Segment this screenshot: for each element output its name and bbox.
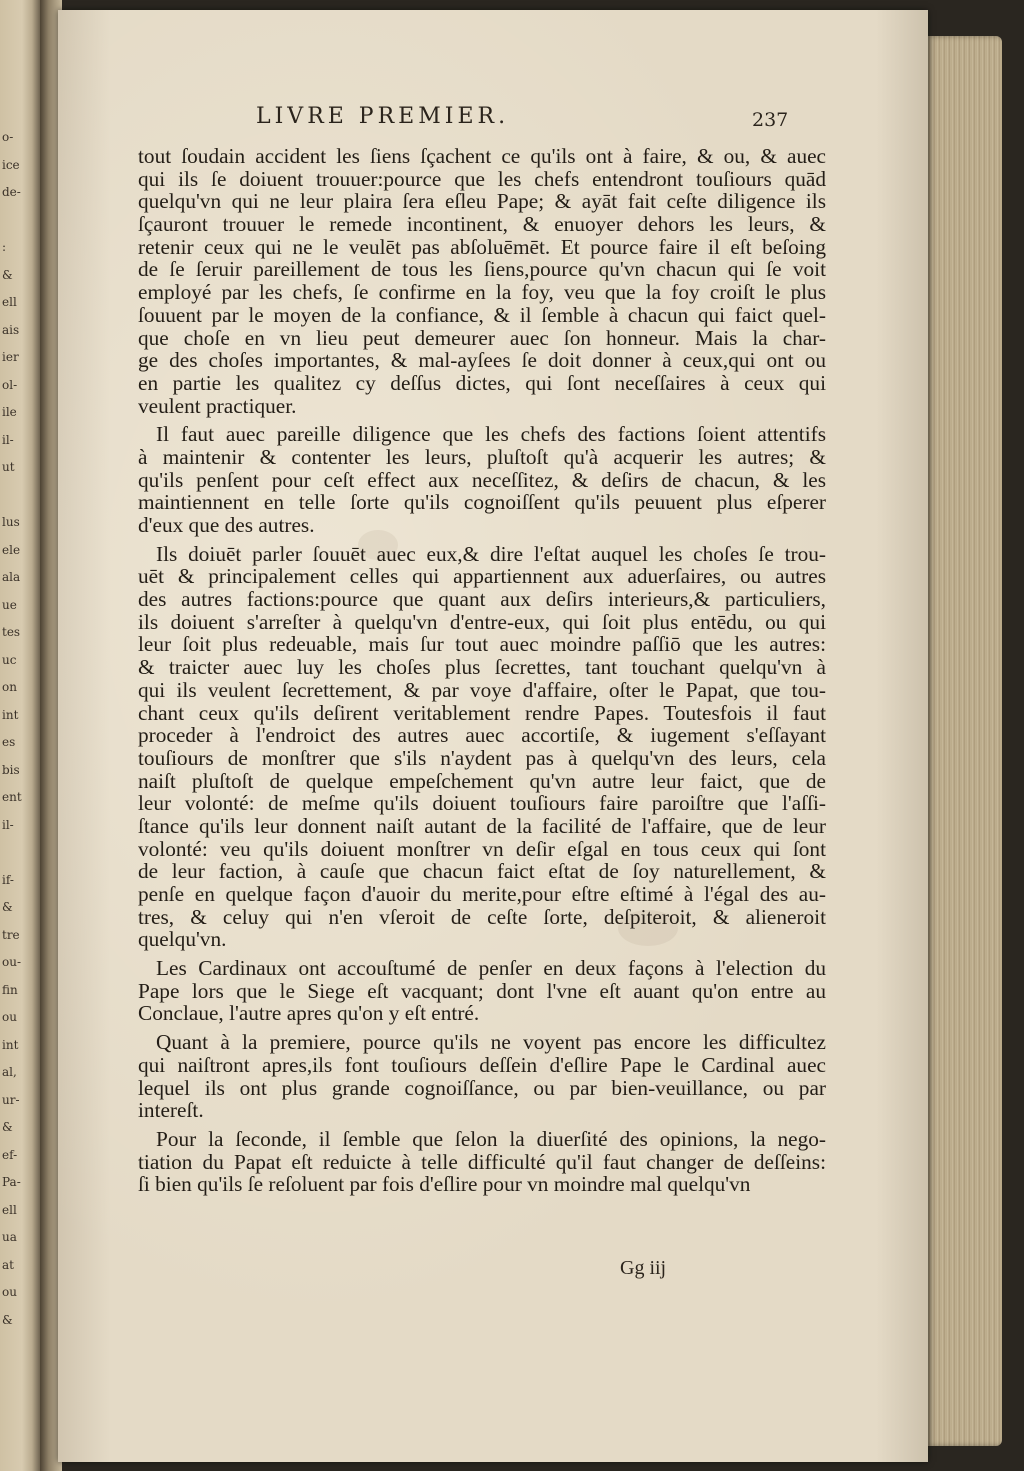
- left-page-fragment: ell: [2, 295, 17, 309]
- text-line: des autres factions:pource que quant aux deſirs interieurs,& particuliers,: [138, 587, 826, 612]
- text-line: de ſe ſeruir pareillement de tous les ſiens,pource qu'vn chacun qui ſe voit: [138, 257, 826, 282]
- left-page-fragment: o-: [2, 130, 14, 144]
- left-page-fragment: tes: [2, 625, 21, 639]
- left-page-fragment: ue: [2, 597, 17, 612]
- left-page-fragment: :: [2, 240, 7, 254]
- text-line: Pape lors que le Siege eſt vacquant; dont l'vne eſt auant qu'on entre au: [138, 978, 826, 1003]
- text-line: qui ils veulent ſecrettement, & par voye d'affaire, oſter le Papat, que tou-: [138, 677, 826, 702]
- left-page-fragment: Pa-: [2, 1175, 21, 1189]
- text-line: maintiennent en telle ſorte qu'ils cognoiſſent qu'ils peuuent plus eſperer: [138, 490, 826, 515]
- left-page-fragment: ent: [2, 790, 22, 804]
- left-page-fragment: on: [2, 680, 17, 694]
- text-line: ſtance qu'ils leur donnent naiſt autant de la facilité de l'affaire, que de leur: [138, 813, 826, 838]
- page-number: 237: [752, 109, 789, 131]
- text-line: ſi bien qu'ils ſe reſoluent par fois d'eſlire pour vn moindre mal quelqu'vn: [138, 1172, 751, 1197]
- text-line: qu'ils penſent pour ceſt effect aux neceſſitez, & deſirs de chacun, & les: [138, 467, 826, 492]
- text-line: veulent practiquer.: [138, 393, 297, 418]
- left-page-fragment: ou-: [2, 955, 22, 969]
- text-line: leur volonté: de meſme qu'ils doiuent touſiours faire paroiſtre que l'aſſi-: [138, 791, 826, 816]
- running-head: LIVRE PREMIER.: [256, 104, 510, 129]
- left-page-fragment: ef-: [2, 1147, 18, 1162]
- left-page-fragment: int: [2, 1037, 19, 1052]
- text-line: en partie les qualitez cy deſſus dictes, qui ſont neceſſaires à ceux qui: [138, 370, 826, 395]
- text-line: d'eux que des autres.: [138, 513, 315, 537]
- left-page-fragment: &: [2, 1120, 13, 1134]
- text-line: tout ſoudain accident les ſiens ſçachent ce qu'ils ont à faire, & ou, & auec: [138, 144, 826, 168]
- text-line: ſouuent par le moyen de la confiance, & il ſemble à chacun qui faict quel-: [138, 302, 826, 327]
- left-page-fragment: ele: [2, 542, 21, 557]
- left-page-fragment: &: [2, 900, 13, 914]
- text-line: tres, & celuy qui n'en vſeroit de ceſte ſorte, deſpiteroit, & alieneroit: [138, 904, 826, 929]
- text-line: à maintenir & contenter les leurs, pluſtoſt qu'à acquerir les autres; &: [138, 444, 826, 469]
- text-line: qui naiſtront apres,ils font touſiours deſſein d'eſlire Pape le Cardinal auec: [138, 1052, 826, 1077]
- text-line: tiation du Papat eſt reduicte à telle difficulté qu'il faut changer de deſſeins:: [138, 1149, 826, 1174]
- left-page-fragment: il-: [2, 432, 14, 447]
- text-line: Quant à la premiere, pource qu'ils ne voyent pas encore les difficultez: [156, 1030, 826, 1055]
- left-page-fragment: uc: [2, 652, 17, 667]
- text-line: Il faut auec pareille diligence que les chefs des factions ſoient attentifs: [156, 422, 826, 447]
- text-line: Ils doiuēt parler ſouuēt auec eux,& dire l'eſtat auquel les choſes ſe trou-: [156, 541, 826, 566]
- left-page-fragment: ua: [2, 1230, 17, 1244]
- signature-mark: Gg iij: [620, 1257, 667, 1279]
- left-page-fragment: es: [2, 735, 16, 749]
- text-line: ils doiuent s'arreſter à quelqu'vn d'entre-eux, qui ſoit plus entēdu, ou qui: [138, 609, 826, 634]
- left-page-fragment: bis: [2, 762, 20, 777]
- left-page-fragment: tre: [2, 927, 20, 942]
- text-line: qui ils ſe doiuent trouuer:pource que les chefs entendront touſiours quād: [138, 166, 826, 191]
- left-page-fragment: ell: [2, 1202, 17, 1217]
- text-line: Les Cardinaux ont accouſtumé de penſer en deux façons à l'election du: [156, 956, 826, 981]
- text-line: Pour la ſeconde, il ſemble que ſelon la diuerſité des opinions, la nego-: [156, 1126, 826, 1151]
- left-page-fragment: ur-: [2, 1092, 20, 1107]
- text-line: penſe en quelque façon d'auoir du merite,pour eſtre eſtimé à l'égal des au-: [138, 882, 826, 906]
- text-line: employé par les chefs, ſe confirme en la foy, veu que la foy croiſt le plus: [138, 280, 826, 305]
- left-facing-page: [0, 0, 40, 1471]
- left-page-fragment: il-: [2, 817, 14, 832]
- text-line: quelqu'vn qui ne leur plaira ſera eſleu Pape; & ayāt fait ceſte diligence ils: [138, 189, 826, 214]
- left-page-fragment: ut: [2, 460, 15, 474]
- text-line: Conclaue, l'autre apres qu'on y eſt entré.: [138, 1001, 480, 1026]
- text-line: leur ſoit plus redeuable, mais ſur tout auec moindre paſſiō que les autres:: [138, 632, 826, 657]
- left-page-fragment: ol-: [2, 377, 18, 392]
- left-page-fragment: fin: [2, 982, 18, 997]
- left-page-fragment: int: [2, 707, 19, 722]
- text-line: intereſt.: [138, 1098, 204, 1123]
- page-edges: [926, 36, 1002, 1446]
- text-line: proceder à l'endroict des autres auec accortiſe, & iugement s'eſſayant: [138, 723, 826, 748]
- text-line: touſiours de monſtrer que s'ils n'aydent pas à quelqu'vn des leurs, cela: [138, 745, 826, 770]
- text-line: naiſt pluſtoſt de quelque empeſchement qu'vn autre leur faict, que de: [138, 768, 826, 793]
- left-page-fragment: de-: [2, 185, 21, 199]
- text-line: ſçauront trouuer le remede incontinent, & enuoyer dehors les leurs, &: [138, 212, 826, 237]
- left-page-fragment: ou: [2, 1010, 17, 1024]
- left-page-fragment: lus: [2, 515, 20, 529]
- text-line: uēt & principalement celles qui appartiennent aux aduerſaires, ou autres: [138, 564, 826, 589]
- left-page-fragment: ou: [2, 1285, 17, 1299]
- text-line: lequel ils ont plus grande cognoiſſance, ou par bien-veuillance, ou par: [138, 1075, 826, 1100]
- body-text: [138, 145, 826, 1196]
- left-page-fragment: &: [2, 1312, 13, 1327]
- text-line: volonté: veu qu'ils doiuent monſtrer vn deſir eſgal en tous ceux qui ſont: [138, 836, 826, 861]
- text-line: retenir ceux qui ne le veulēt pas abſoluēmēt. Et pource faire il eſt beſoing: [138, 234, 826, 259]
- text-line: que choſe en vn lieu peut demeurer auec ſon honneur. Mais la char-: [138, 325, 826, 350]
- left-page-fragment: ais: [2, 322, 20, 337]
- left-page-fragment: ala: [2, 570, 21, 584]
- left-page-fragment: if-: [2, 872, 14, 887]
- text-line: ge des choſes importantes, & mal-ayſees ſe doit donner à ceux,qui ont ou: [138, 348, 826, 373]
- book-page: [58, 10, 928, 1462]
- text-line: & traicter auec luy les choſes plus ſecrettes, tant touchant quelqu'vn à: [138, 655, 826, 680]
- left-page-fragment: &: [2, 267, 13, 282]
- left-page-fragment: ice: [2, 157, 20, 172]
- left-page-fragment: ile: [2, 405, 17, 419]
- text-line: quelqu'vn.: [138, 927, 227, 952]
- left-page-fragment: at: [2, 1257, 14, 1272]
- left-page-fragment: al,: [2, 1065, 17, 1079]
- text-line: chant ceux qu'ils deſirent veritablement rendre Papes. Toutesfois il faut: [138, 700, 826, 725]
- text-line: de leur faction, à cauſe que chacun faict eſtat de ſoy naturellement, &: [138, 859, 826, 884]
- left-page-fragment: ier: [2, 350, 19, 364]
